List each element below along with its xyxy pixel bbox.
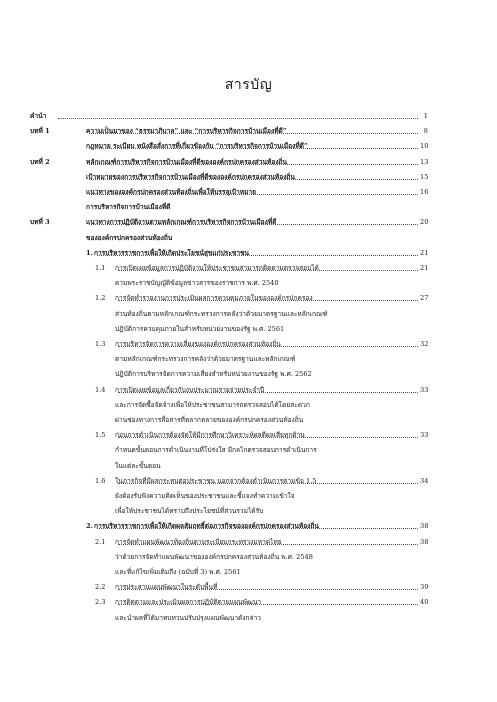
toc-entry bbox=[0, 595, 497, 609]
toc-entry bbox=[0, 337, 497, 351]
entry-text: ตามหลักเกณฑ์กระทรวงการคลังว่าด้วยมาตรฐานและหลักเกณฑ์ bbox=[115, 355, 296, 364]
toc-entry bbox=[0, 611, 497, 625]
toc-entry bbox=[0, 413, 497, 427]
entry-text: ว่าด้วยการจัดทำแผนพัฒนาขององค์กรปกครองส่วนท้องถิ่น พ.ศ. 2548 bbox=[115, 552, 313, 561]
toc-entry bbox=[0, 261, 497, 275]
page-number: 20 bbox=[420, 218, 429, 227]
entry-text: เป้าหมายของการบริหารกิจการบ้านเมืองที่ดีขององค์กรปกครองส่วนท้องถิ่น bbox=[86, 172, 295, 181]
dot-leader bbox=[118, 300, 418, 301]
toc-entry bbox=[0, 307, 497, 321]
page-number: 40 bbox=[420, 598, 429, 607]
chapter-label: บทที่ 3 bbox=[30, 218, 50, 227]
entry-text: ยังต้องรับฟังความคิดเห็นของประชาชนและชี้แจงทำความเข้าใจ bbox=[115, 492, 295, 500]
entry-text: ปฏิบัติการบริหารจัดการความเสี่ยงสำหรับหน่วยงานของรัฐ พ.ศ. 2562 bbox=[115, 370, 312, 379]
page-number: 13 bbox=[420, 157, 429, 166]
entry-text: ปฏิบัติการควบคุมภายในสำหรับหน่วยงานของรัฐ พ.ศ. 2561 bbox=[115, 324, 285, 333]
entry-text: กฎหมาย ระเบียบ หนังสือสั่งการที่เกี่ยวข้องกับ “การบริหารกิจการบ้านเมืองที่ดี” bbox=[86, 142, 308, 151]
dot-leader bbox=[118, 483, 418, 484]
entry-text: ผ่านช่องทางการสื่อสารที่หลากหลายขององค์กรปกครองส่วนท้องถิ่น bbox=[115, 416, 304, 424]
toc-entry bbox=[0, 155, 497, 169]
dot-leader bbox=[118, 604, 418, 605]
toc-entry bbox=[0, 489, 497, 503]
entry-text: การบริหารราชการเพื่อให้เกิดผลสัมฤทธิ์ต่อภารกิจขององค์กรปกครองส่วนท้องถิ่น bbox=[94, 522, 319, 531]
section-number: 1.4 bbox=[95, 385, 106, 394]
entry-text: ส่วนท้องถิ่นตามหลักเกณฑ์กระทรวงการคลังว่าด้วยมาตรฐานและหลักเกณฑ์ bbox=[115, 309, 328, 318]
toc-entry bbox=[0, 398, 497, 412]
toc-entry bbox=[0, 367, 497, 381]
toc-entry bbox=[0, 170, 497, 184]
entry-text: แนวทางขององค์กรปกครองส่วนท้องถิ่นเพื่อให้บรรลุเป้าหมาย bbox=[86, 188, 256, 196]
toc-entry bbox=[0, 565, 497, 579]
dot-leader bbox=[118, 392, 418, 393]
section-number: 1. bbox=[86, 248, 93, 257]
page-title: สารบัญ bbox=[224, 77, 273, 93]
page-number: 33 bbox=[420, 385, 429, 394]
toc-entry bbox=[0, 474, 497, 488]
entry-text: และที่แก้ไขเพิ่มเติมถึง (ฉบับที่ 3) พ.ศ. 2561 bbox=[115, 568, 241, 576]
entry-text: การประสานแผนพัฒนาในระดับพื้นที่ bbox=[115, 583, 218, 592]
section-number: 2. bbox=[86, 522, 93, 531]
chapter-label: บทที่ 1 bbox=[30, 127, 50, 136]
page-number: 10 bbox=[420, 142, 429, 151]
chapter-label: บทที่ 2 bbox=[30, 157, 50, 166]
toc-entry bbox=[0, 185, 497, 199]
toc-entry bbox=[0, 535, 497, 549]
toc-entry bbox=[0, 215, 497, 229]
entry-text: ในแต่ละขั้นตอน bbox=[115, 461, 161, 470]
dot-leader bbox=[89, 164, 418, 165]
section-number: 2.3 bbox=[95, 598, 106, 607]
toc-entry bbox=[0, 428, 497, 442]
entry-text: ความเป็นมาของ “ธรรมาภิบาล” และ “การบริหารกิจการบ้านเมืองที่ดี” bbox=[86, 127, 287, 136]
toc-entry bbox=[0, 139, 497, 153]
page-number: 34 bbox=[420, 476, 429, 485]
dot-leader bbox=[97, 528, 418, 529]
toc-entry bbox=[0, 519, 497, 533]
dot-leader bbox=[89, 148, 418, 149]
toc-entry bbox=[0, 383, 497, 397]
entry-text: การจัดทำแผนพัฒนาท้องถิ่นตามระเบียบกระทรวงมหาดไทย bbox=[115, 537, 282, 546]
toc-entry bbox=[0, 200, 497, 214]
toc-entry bbox=[0, 459, 497, 473]
page-number: 32 bbox=[420, 340, 429, 348]
entry-text: การจัดทำรายงานการประเมินผลการควบคุมภายในขององค์กรปกครอง bbox=[115, 294, 313, 303]
toc-entry bbox=[0, 109, 497, 123]
section-number: 1.2 bbox=[95, 294, 106, 303]
toc-entry bbox=[0, 291, 497, 305]
page-number: 1 bbox=[423, 112, 428, 120]
entry-text: กำหนดขั้นตอนการดำเนินงานที่โปร่งใส มีกลไกตรวจสอบการดำเนินการ bbox=[115, 446, 317, 455]
entry-text: ก่อนการดำเนินการต้องจัดให้มีการศึกษาวิเคราะห์ผลดีผลเสียทุกด้าน bbox=[115, 431, 305, 440]
page-number: 38 bbox=[420, 537, 429, 546]
entry-text: และนำผลที่ได้มาทบทวนปรับปรุงแผนพัฒนาดังกล่าว bbox=[115, 613, 261, 622]
dot-leader bbox=[118, 589, 418, 590]
toc-entry bbox=[0, 124, 497, 138]
entry-text: การบริหารกิจการบ้านเมืองที่ดี bbox=[86, 203, 171, 212]
chapter-label: คำนำ bbox=[30, 112, 47, 120]
page-number: 21 bbox=[420, 264, 429, 272]
entry-text: ตามพระราชบัญญัติข้อมูลข่าวสารของราชการ พ.ศ. 2540 bbox=[115, 279, 279, 288]
section-number: 1.5 bbox=[95, 431, 106, 440]
section-number: 2.2 bbox=[95, 583, 106, 592]
page-number: 21 bbox=[420, 248, 429, 257]
dot-leader bbox=[118, 544, 418, 545]
dot-leader bbox=[97, 255, 418, 256]
entry-text: หลักเกณฑ์การบริหารกิจการบ้านเมืองที่ดีขององค์กรปกครองส่วนท้องถิ่น bbox=[86, 157, 288, 166]
toc-entry bbox=[0, 580, 497, 594]
toc-entry bbox=[0, 504, 497, 518]
section-number: 1.1 bbox=[95, 264, 106, 272]
dot-leader bbox=[89, 194, 418, 195]
dot-leader bbox=[118, 270, 418, 271]
entry-text: การติดตามและประเมินผลการปฏิบัติตามแผนพัฒนา bbox=[115, 598, 262, 607]
page-number: 8 bbox=[423, 127, 428, 136]
page-number: 38 bbox=[420, 522, 429, 531]
dot-leader bbox=[89, 133, 418, 134]
toc-entry bbox=[0, 231, 497, 245]
section-number: 2.1 bbox=[95, 537, 106, 546]
page-number: 33 bbox=[420, 431, 429, 440]
section-number: 1.3 bbox=[95, 340, 106, 348]
entry-text: การบริหารจัดการความเสี่ยงขององค์กรปกครองส่วนท้องถิ่น bbox=[115, 340, 281, 348]
dot-leader bbox=[58, 118, 418, 119]
entry-text: การเปิดเผยข้อมูลเกี่ยวกับงบประมาณรายจ่ายประจำปี bbox=[115, 385, 265, 394]
entry-text: การเปิดเผยข้อมูลการปฏิบัติงานให้ประชาชนสามารถติดตามตรวจสอบได้ bbox=[115, 264, 319, 272]
page-number: 27 bbox=[420, 294, 429, 303]
dot-leader bbox=[89, 224, 418, 225]
toc-entry bbox=[0, 246, 497, 260]
section-number: 1.6 bbox=[95, 476, 106, 485]
toc-entry bbox=[0, 276, 497, 290]
toc-entry bbox=[0, 443, 497, 457]
entry-text: ขององค์กรปกครองส่วนท้องถิ่น bbox=[86, 233, 173, 242]
toc-entry bbox=[0, 322, 497, 336]
entry-text: ในภารกิจที่มีผลกระทบต่อประชาชน นอกจากต้องดำเนินการตามข้อ 1.5 bbox=[115, 476, 317, 485]
dot-leader bbox=[89, 179, 418, 180]
entry-text: และการจัดซื้อจัดจ้างเพื่อให้ประชาชนสามารถตรวจสอบได้โดยสะดวก bbox=[115, 400, 310, 409]
dot-leader bbox=[118, 346, 418, 347]
page-number: 39 bbox=[420, 583, 429, 592]
page-number: 16 bbox=[420, 188, 429, 196]
entry-text: การบริหารราชการเพื่อให้เกิดประโยชน์สุขแก่ประชาชน bbox=[94, 248, 250, 257]
dot-leader bbox=[118, 437, 418, 438]
page-number: 15 bbox=[420, 172, 429, 181]
entry-text: เพื่อให้ประชาชนได้ทราบถึงประโยชน์ที่ส่วนรวมได้รับ bbox=[115, 507, 264, 516]
entry-text: แนวทางการปฏิบัติงานตามหลักเกณฑ์การบริหารกิจการบ้านเมืองที่ดี bbox=[86, 218, 277, 227]
toc-entry bbox=[0, 550, 497, 564]
toc-entry bbox=[0, 352, 497, 366]
